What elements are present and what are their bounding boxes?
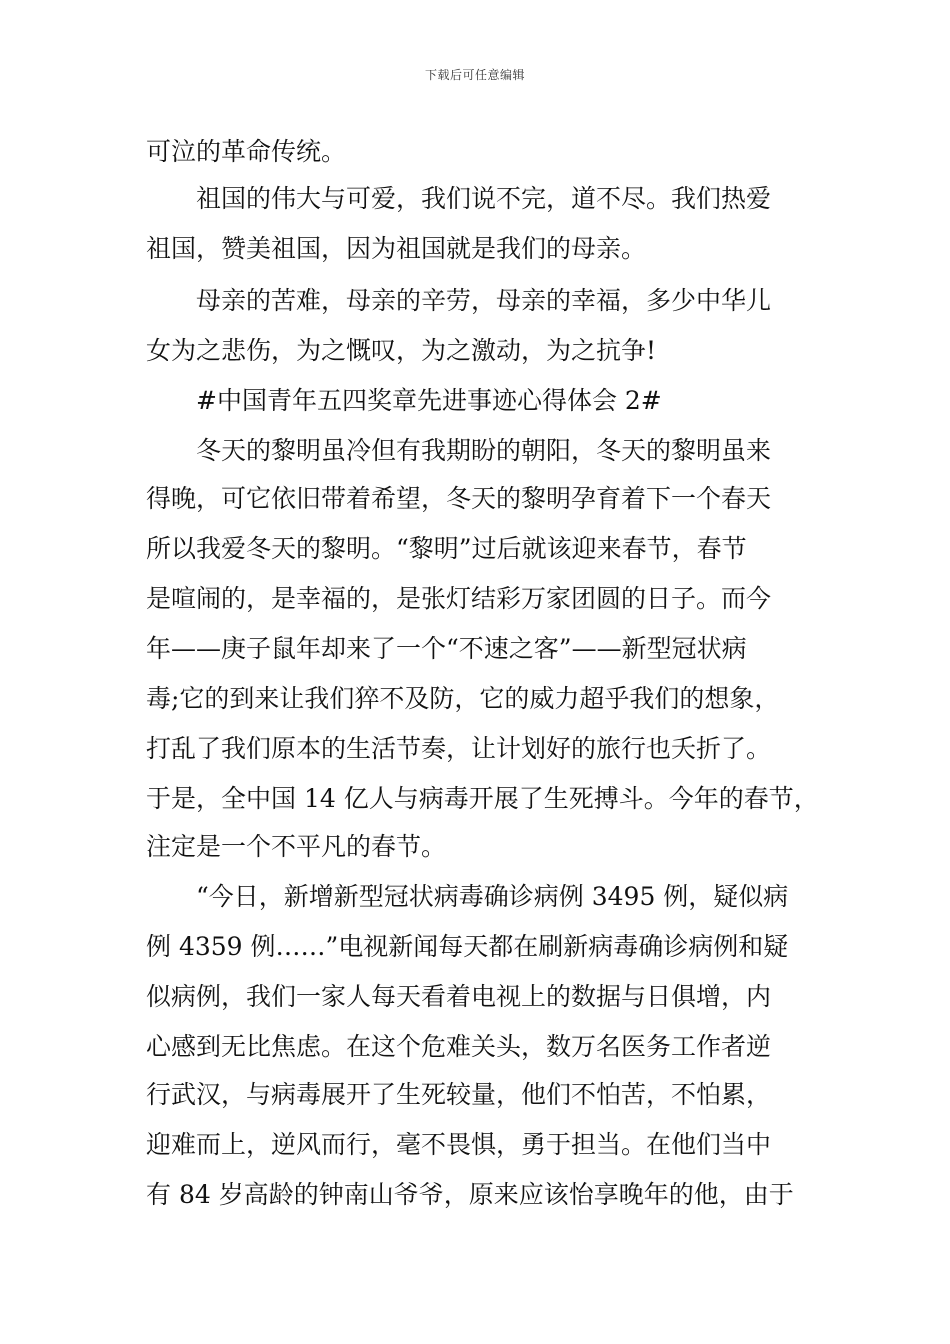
text-line: 有 84 岁高龄的钟南山爷爷，原来应该怡享晚年的他，由于: [146, 1180, 794, 1209]
text-line: 似病例，我们一家人每天看着电视上的数据与日俱增，内: [146, 982, 772, 1011]
text-line: 毒;它的到来让我们猝不及防，它的威力超乎我们的想象，: [146, 684, 780, 713]
text-line: 女为之悲伤，为之慨叹，为之激动，为之抗争!: [146, 336, 657, 365]
text-line: 例 4359 例……”电视新闻每天都在刷新病毒确诊病例和疑: [146, 932, 789, 961]
text-line: 于是，全中国 14 亿人与病毒开展了生死搏斗。今年的春节，: [146, 784, 819, 813]
page-header: 下载后可任意编辑: [424, 68, 525, 82]
text-line: 心感到无比焦虑。在这个危难关头，数万名医务工作者逆: [146, 1032, 772, 1061]
text-line: “今日，新增新型冠状病毒确诊病例 3495 例，疑似病: [196, 882, 789, 911]
text-line: 年——庚子鼠年却来了一个“不速之客”——新型冠状病: [146, 634, 747, 663]
text-line: 冬天的黎明虽冷但有我期盼的朝阳，冬天的黎明虽来: [196, 436, 772, 465]
section-heading: #中国青年五四奖章先进事迹心得体会 2#: [196, 386, 662, 415]
text-line: 行武汉，与病毒展开了生死较量，他们不怕苦，不怕累，: [146, 1080, 772, 1109]
text-line: 注定是一个不平凡的春节。: [146, 832, 447, 861]
text-line: 是喧闹的，是幸福的，是张灯结彩万家团圆的日子。而今: [146, 584, 772, 613]
text-line: 可泣的革命传统。: [146, 137, 347, 166]
text-line: 所以我爱冬天的黎明。“黎明”过后就该迎来春节，春节: [146, 534, 747, 563]
text-line: 得晚，可它依旧带着希望，冬天的黎明孕育着下一个春天: [146, 484, 772, 513]
text-line: 迎难而上，逆风而行，毫不畏惧，勇于担当。在他们当中: [146, 1130, 772, 1159]
text-line: 祖国，赞美祖国，因为祖国就是我们的母亲。: [146, 234, 647, 263]
text-line: 祖国的伟大与可爱，我们说不完，道不尽。我们热爱: [196, 184, 772, 213]
text-line: 打乱了我们原本的生活节奏，让计划好的旅行也夭折了。: [146, 734, 772, 763]
text-line: 母亲的苦难，母亲的辛劳，母亲的幸福，多少中华儿: [196, 286, 772, 315]
